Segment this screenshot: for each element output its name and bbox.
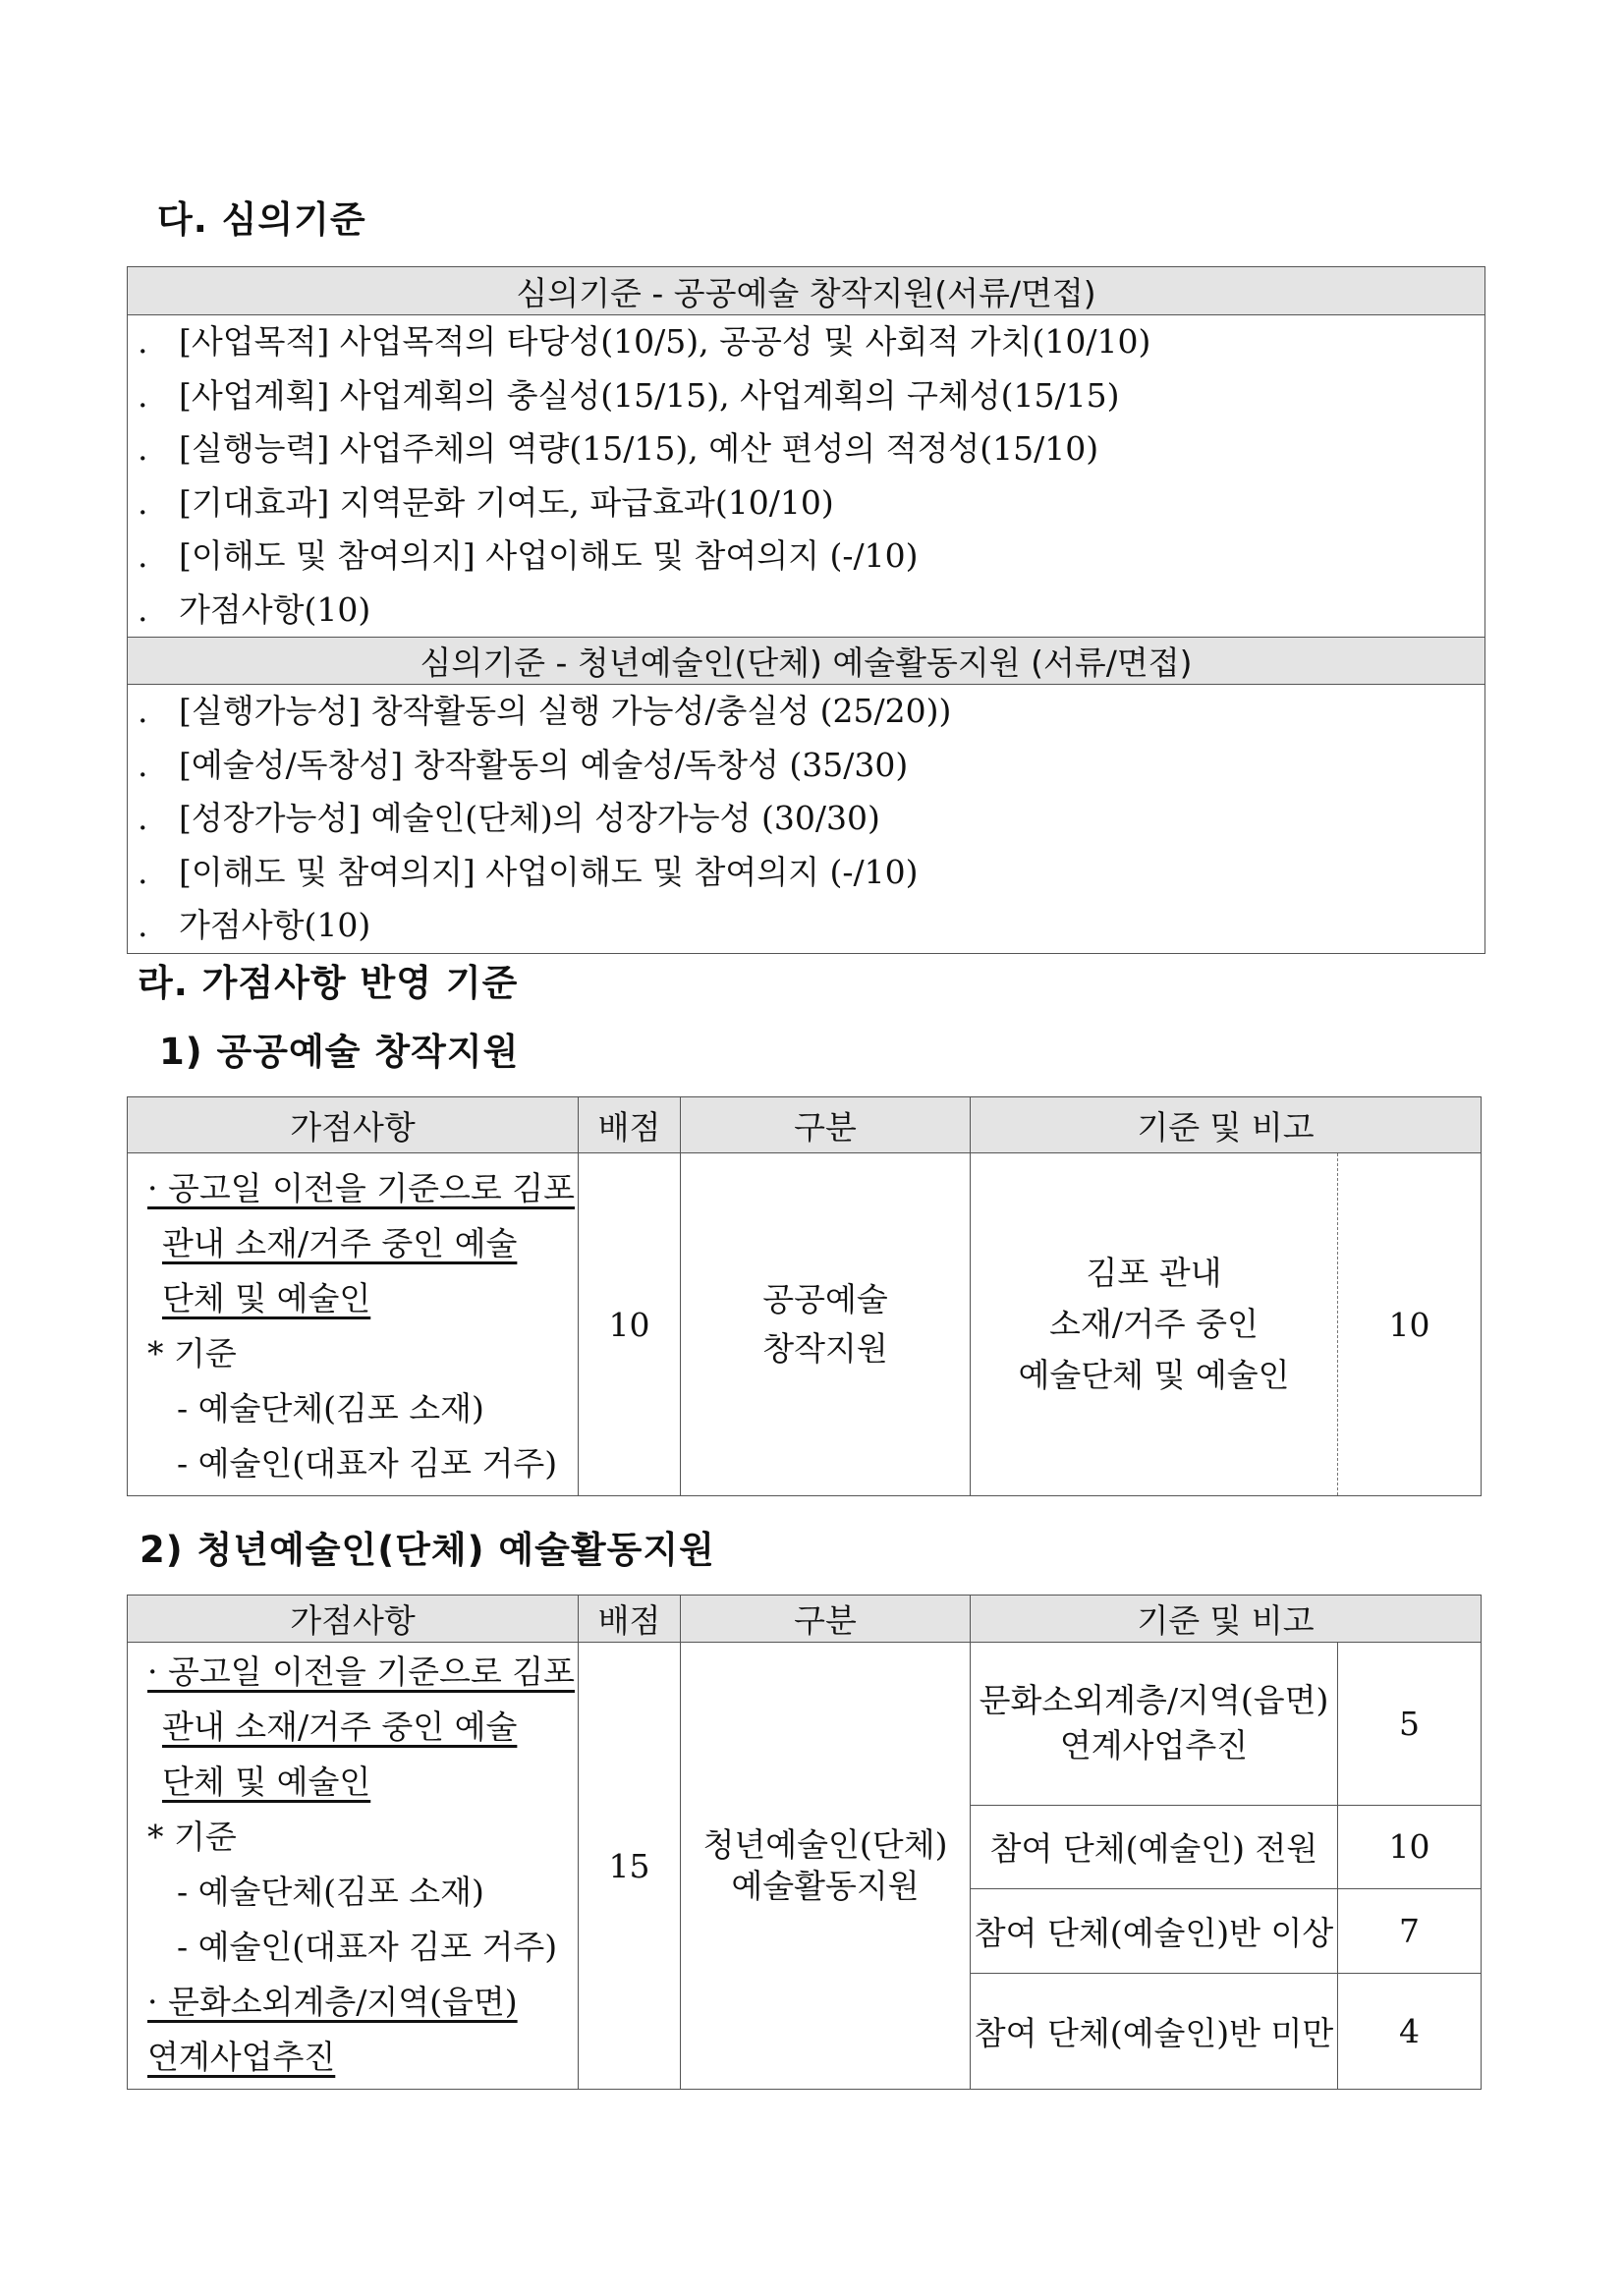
list-item: 관내 소재/거주 중인 예술 — [162, 1708, 518, 1746]
col-header: 기준 및 비고 — [971, 1097, 1482, 1153]
score-cell: 15 — [579, 1643, 681, 2090]
list-item: . [예술성/독창성] 창작활동의 예술성/독창성 (35/30) — [138, 745, 909, 784]
list-item: . [성장가능성] 예술인(단체)의 성장가능성 (30/30) — [138, 799, 880, 837]
list-item: * 기준 — [147, 1818, 237, 1856]
list-item: - 예술인(대표자 김포 거주) — [177, 1928, 558, 1966]
score-cell: 10 — [579, 1153, 681, 1496]
bonus-table-public-art — [127, 1096, 1482, 1496]
list-item: . [사업목적] 사업목적의 타당성(10/5), 공공성 및 사회적 가치(10/10) — [138, 322, 1151, 361]
criteria-list-public-art — [128, 315, 1485, 638]
criteria-header-public-art: 심의기준 - 공공예술 창작지원(서류/면접) — [128, 267, 1485, 315]
list-item: - 예술단체(김포 소재) — [177, 1389, 484, 1428]
list-item: 연계사업추진 — [147, 2038, 336, 2076]
list-item: . [이해도 및 참여의지] 사업이해도 및 참여의지 (-/10) — [138, 536, 919, 575]
criteria-header-youth-art: 심의기준 - 청년예술인(단체) 예술활동지원 (서류/면접) — [128, 638, 1485, 685]
criteria-row-score: 5 — [1338, 1643, 1482, 1806]
criteria-table — [127, 266, 1485, 954]
category-cell: 공공예술 창작지원 — [681, 1153, 971, 1496]
list-item: · 공고일 이전을 기준으로 김포 — [147, 1652, 575, 1691]
list-item: . [사업계획] 사업계획의 충실성(15/15), 사업계획의 구체성(15/15) — [138, 375, 1120, 415]
col-header: 배점 — [579, 1596, 681, 1643]
list-item: . 가점사항(10) — [138, 906, 371, 944]
criteria-row-label: 참여 단체(예술인)반 미만 — [971, 1974, 1338, 2090]
criteria-score-cell: 10 — [1338, 1153, 1482, 1496]
criteria-row-label: 참여 단체(예술인) 전원 — [971, 1805, 1338, 1888]
list-item: . [기대효과] 지역문화 기여도, 파급효과(10/10) — [138, 482, 834, 522]
criteria-list-youth-art — [128, 685, 1485, 954]
col-header: 가점사항 — [128, 1596, 579, 1643]
criteria-row-label: 문화소외계층/지역(읍면) 연계사업추진 — [971, 1643, 1338, 1806]
bonus-table-youth-art — [127, 1595, 1482, 2090]
section-title-bonus: 라. 가점사항 반영 기준 — [138, 962, 519, 1004]
list-item: . 가점사항(10) — [138, 589, 371, 629]
list-item: 관내 소재/거주 중인 예술 — [162, 1224, 518, 1262]
list-item: - 예술인(대표자 김포 거주) — [177, 1444, 558, 1483]
list-item: . [실행능력] 사업주체의 역량(15/15), 예산 편성의 적정성(15/10) — [138, 429, 1099, 468]
category-cell: 청년예술인(단체) 예술활동지원 — [681, 1643, 971, 2090]
subsection-title-youth-art: 2) 청년예술인(단체) 예술활동지원 — [140, 1529, 715, 1571]
col-header: 구분 — [681, 1097, 971, 1153]
list-item: . [이해도 및 참여의지] 사업이해도 및 참여의지 (-/10) — [138, 852, 919, 891]
criteria-cell: 김포 관내 소재/거주 중인 예술단체 및 예술인 — [971, 1153, 1338, 1496]
col-header: 배점 — [579, 1097, 681, 1153]
col-header: 기준 및 비고 — [971, 1596, 1482, 1643]
bonus-items-cell — [128, 1153, 579, 1496]
list-item: - 예술단체(김포 소재) — [177, 1873, 484, 1911]
criteria-row-label: 참여 단체(예술인)반 이상 — [971, 1888, 1338, 1974]
list-item: 단체 및 예술인 — [162, 1763, 371, 1801]
bonus-items-cell — [128, 1643, 579, 2090]
criteria-row-score: 10 — [1338, 1805, 1482, 1888]
list-item: · 공고일 이전을 기준으로 김포 — [147, 1169, 575, 1207]
list-item: . [실행가능성] 창작활동의 실행 가능성/충실성 (25/20)) — [138, 692, 952, 730]
list-item: * 기준 — [147, 1334, 237, 1372]
list-item: 단체 및 예술인 — [162, 1279, 371, 1317]
col-header: 구분 — [681, 1596, 971, 1643]
list-item: · 문화소외계층/지역(읍면) — [147, 1983, 518, 2021]
criteria-row-score: 7 — [1338, 1888, 1482, 1974]
subsection-title-public-art: 1) 공공예술 창작지원 — [159, 1031, 520, 1073]
col-header: 가점사항 — [128, 1097, 579, 1153]
section-title-criteria: 다. 심의기준 — [157, 198, 366, 241]
criteria-row-score: 4 — [1338, 1974, 1482, 2090]
